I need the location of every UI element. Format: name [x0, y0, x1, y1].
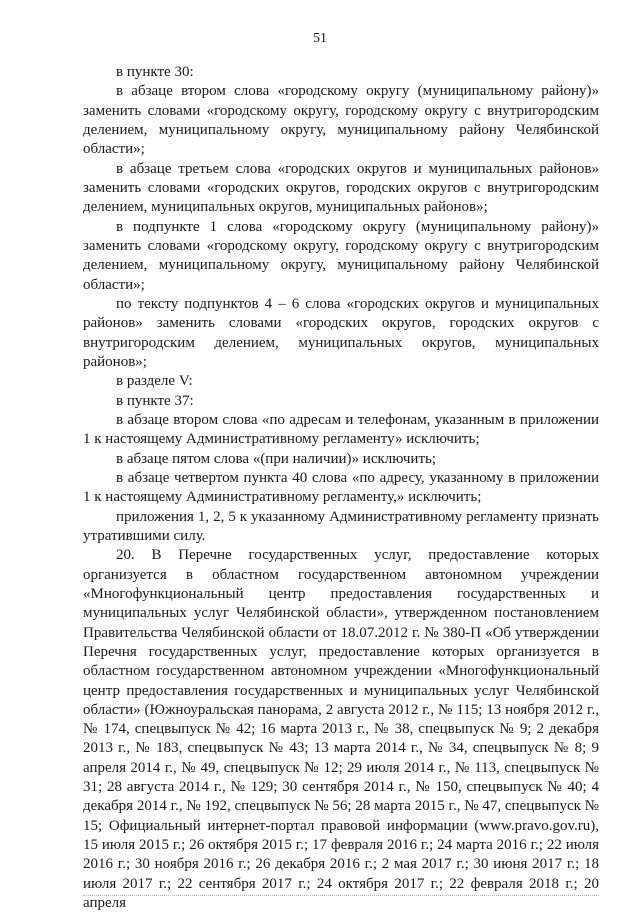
- document-body: [83, 63, 599, 913]
- paragraph: в абзаце пятом слова «(при наличии)» исключить;: [116, 450, 437, 467]
- bottom-dotted-rule: [83, 895, 599, 896]
- paragraph: в абзаце третьем слова «городских округов и муниципальных районов» заменить словами «городских округов, городских округов с внутригородским делением, муниципальных округов, муниципальных районов»;: [83, 160, 599, 216]
- paragraph: по тексту подпунктов 4 – 6 слова «городских округов и муниципальных районов» заменить словами «городских округов, городских округов с внутригородским делением, муниципальных округов, муниципальных районов»;: [83, 295, 599, 370]
- paragraph: в пункте 37:: [116, 392, 194, 409]
- page-number: 51: [313, 31, 327, 46]
- paragraph: в разделе V:: [116, 373, 193, 390]
- paragraph: в пункте 30:: [116, 64, 194, 80]
- paragraph: 20. В Перечне государственных услуг, предоставление которых организуется в областном государственном автономном учреждении «Многофункциональный центр предоставления государственных и муниципальных услуг Челябинской области», утвержденном постановлением Правительства Челябинской области от 18.07.2012 г. № 380-П «Об утверждении Перечня государственных услуг, предоставление которых организуется в областном государственном автономном учреждении «Многофункциональный центр предоставления государственных и муниципальных услуг Челябинской области» (Южноуральская панорама, 2 августа 2012 г., № 115; 13 ноября 2012 г., № 174, спецвыпуск № 42; 16 марта 2013 г., № 38, спецвыпуск № 9; 2 декабря 2013 г., № 183, спецвыпуск № 43; 13 марта 2014 г., № 34, спецвыпуск № 8; 9 апреля 2014 г., № 49, спецвыпуск № 12; 29 июля 2014 г., № 113, спецвыпуск № 31; 28 августа 2014 г., № 129; 30 сентября 2014 г., № 150, спецвыпуск № 40; 4 декабря 2014 г., № 192, спецвыпуск № 56; 28 марта 2015 г., № 47, спецвыпуск № 15; Официальный интернет-портал правовой информации (www.pravo.gov.ru), 15 июля 2015 г.; 26 октября 2015 г.; 17 февраля 2016 г.; 24 марта 2016 г.; 22 июля 2016 г.; 30 ноября 2016 г.; 26 декабря 2016 г.; 2 мая 2017 г.; 30 июня 2017 г.; 18 июля 2017 г.; 22 сентября 2017 г.; 24 октября 2017 г.; 22 февраля 2018 г.; 20 апреля: [83, 547, 599, 912]
- paragraph: в абзаце втором слова «по адресам и телефонам, указанным в приложении 1 к настоящему Административному регламенту» исключить;: [83, 411, 599, 448]
- paragraph: приложения 1, 2, 5 к указанному Административному регламенту признать утратившими силу.: [83, 508, 599, 544]
- paragraph: в абзаце четвертом пункта 40 слова «по адресу, указанному в приложении 1 к настоящему Административному регламенту,» исключить;: [83, 469, 599, 506]
- paragraph: в абзаце втором слова «городскому округу (муниципальному району)» заменить словами «городскому округу, городскому округу с внутригородским делением, муниципальному округу, муниципальному району Челябинской области»;: [83, 83, 599, 158]
- paragraph: в подпункте 1 слова «городскому округу (муниципальному району)» заменить словами «городскому округу, городскому округу с внутригородским делением, муниципальному округу, муниципальному району Челябинской области»;: [83, 218, 599, 293]
